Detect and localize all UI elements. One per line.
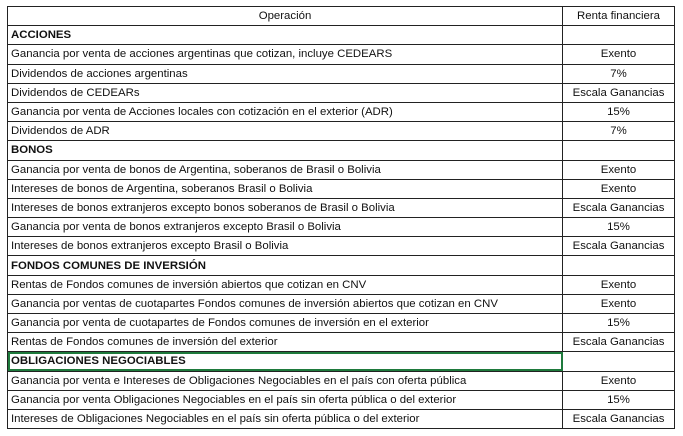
table-row bbox=[8, 333, 675, 352]
table-row bbox=[8, 275, 675, 294]
table-row bbox=[8, 102, 675, 121]
section-title-cell[interactable]: ACCIONES bbox=[8, 26, 563, 45]
section-row bbox=[8, 352, 675, 371]
table-body bbox=[8, 26, 675, 429]
table-row bbox=[8, 371, 675, 390]
renta-financiera-cell[interactable]: Exento bbox=[563, 160, 675, 179]
renta-financiera-cell[interactable]: 7% bbox=[563, 122, 675, 141]
table-row bbox=[8, 198, 675, 217]
renta-financiera-cell[interactable]: Escala Ganancias bbox=[563, 333, 675, 352]
renta-financiera-cell[interactable] bbox=[563, 26, 675, 45]
operacion-cell[interactable]: Intereses de Obligaciones Negociables en el país sin oferta pública o del exterior bbox=[8, 409, 563, 428]
table-row bbox=[8, 45, 675, 64]
operacion-cell[interactable]: Ganancia por venta de bonos de Argentina, soberanos de Brasil o Bolivia bbox=[8, 160, 563, 179]
renta-financiera-cell[interactable]: Exento bbox=[563, 294, 675, 313]
section-row bbox=[8, 26, 675, 45]
operacion-cell[interactable]: Dividendos de CEDEARs bbox=[8, 83, 563, 102]
table-row bbox=[8, 122, 675, 141]
operacion-cell[interactable]: Dividendos de acciones argentinas bbox=[8, 64, 563, 83]
renta-financiera-cell[interactable]: Exento bbox=[563, 275, 675, 294]
section-title-cell[interactable]: BONOS bbox=[8, 141, 563, 160]
operacion-cell[interactable]: Ganancia por ventas de cuotapartes Fondos comunes de inversión abiertos que cotizan en CNV bbox=[8, 294, 563, 313]
operacion-cell[interactable]: Intereses de bonos de Argentina, soberanos Brasil o Bolivia bbox=[8, 179, 563, 198]
header-row bbox=[8, 7, 675, 26]
tax-table bbox=[7, 6, 675, 429]
renta-financiera-cell[interactable]: Exento bbox=[563, 179, 675, 198]
table-row bbox=[8, 64, 675, 83]
table-row bbox=[8, 237, 675, 256]
renta-financiera-cell[interactable]: 15% bbox=[563, 314, 675, 333]
section-row bbox=[8, 141, 675, 160]
operacion-cell[interactable]: Ganancia por venta de Acciones locales con cotización en el exterior (ADR) bbox=[8, 102, 563, 121]
operacion-cell[interactable]: Dividendos de ADR bbox=[8, 122, 563, 141]
table-row bbox=[8, 294, 675, 313]
operacion-cell[interactable]: Ganancia por venta de acciones argentinas que cotizan, incluye CEDEARS bbox=[8, 45, 563, 64]
renta-financiera-cell[interactable]: Exento bbox=[563, 371, 675, 390]
renta-financiera-cell[interactable]: Escala Ganancias bbox=[563, 409, 675, 428]
operacion-cell[interactable]: Ganancia por venta de bonos extranjeros excepto Brasil o Bolivia bbox=[8, 218, 563, 237]
header-renta-financiera[interactable]: Renta financiera bbox=[563, 7, 675, 26]
renta-financiera-cell[interactable] bbox=[563, 352, 675, 371]
renta-financiera-cell[interactable]: Escala Ganancias bbox=[563, 83, 675, 102]
renta-financiera-cell[interactable]: 15% bbox=[563, 390, 675, 409]
renta-financiera-cell[interactable] bbox=[563, 256, 675, 275]
table-row bbox=[8, 83, 675, 102]
table-row bbox=[8, 218, 675, 237]
renta-financiera-cell[interactable]: 15% bbox=[563, 102, 675, 121]
table-row bbox=[8, 409, 675, 428]
table-row bbox=[8, 179, 675, 198]
renta-financiera-cell[interactable]: 15% bbox=[563, 218, 675, 237]
table-row bbox=[8, 390, 675, 409]
renta-financiera-cell[interactable]: 7% bbox=[563, 64, 675, 83]
section-title-cell[interactable]: OBLIGACIONES NEGOCIABLES bbox=[8, 352, 563, 371]
operacion-cell[interactable]: Ganancia por venta de cuotapartes de Fondos comunes de inversión en el exterior bbox=[8, 314, 563, 333]
operacion-cell[interactable]: Rentas de Fondos comunes de inversión del exterior bbox=[8, 333, 563, 352]
renta-financiera-cell[interactable]: Escala Ganancias bbox=[563, 237, 675, 256]
header-operacion[interactable]: Operación bbox=[8, 7, 563, 26]
renta-financiera-cell[interactable]: Escala Ganancias bbox=[563, 198, 675, 217]
table-row bbox=[8, 314, 675, 333]
operacion-cell[interactable]: Intereses de bonos extranjeros excepto bonos soberanos de Brasil o Bolivia bbox=[8, 198, 563, 217]
table-row bbox=[8, 160, 675, 179]
operacion-cell[interactable]: Ganancia por venta Obligaciones Negociables en el país sin oferta pública o del exterior bbox=[8, 390, 563, 409]
section-title-cell[interactable]: FONDOS COMUNES DE INVERSIÓN bbox=[8, 256, 563, 275]
operacion-cell[interactable]: Ganancia por venta e Intereses de Obligaciones Negociables en el país con oferta pública bbox=[8, 371, 563, 390]
operacion-cell[interactable]: Intereses de bonos extranjeros excepto Brasil o Bolivia bbox=[8, 237, 563, 256]
renta-financiera-cell[interactable]: Exento bbox=[563, 45, 675, 64]
operacion-cell[interactable]: Rentas de Fondos comunes de inversión abiertos que cotizan en CNV bbox=[8, 275, 563, 294]
renta-financiera-cell[interactable] bbox=[563, 141, 675, 160]
section-row bbox=[8, 256, 675, 275]
